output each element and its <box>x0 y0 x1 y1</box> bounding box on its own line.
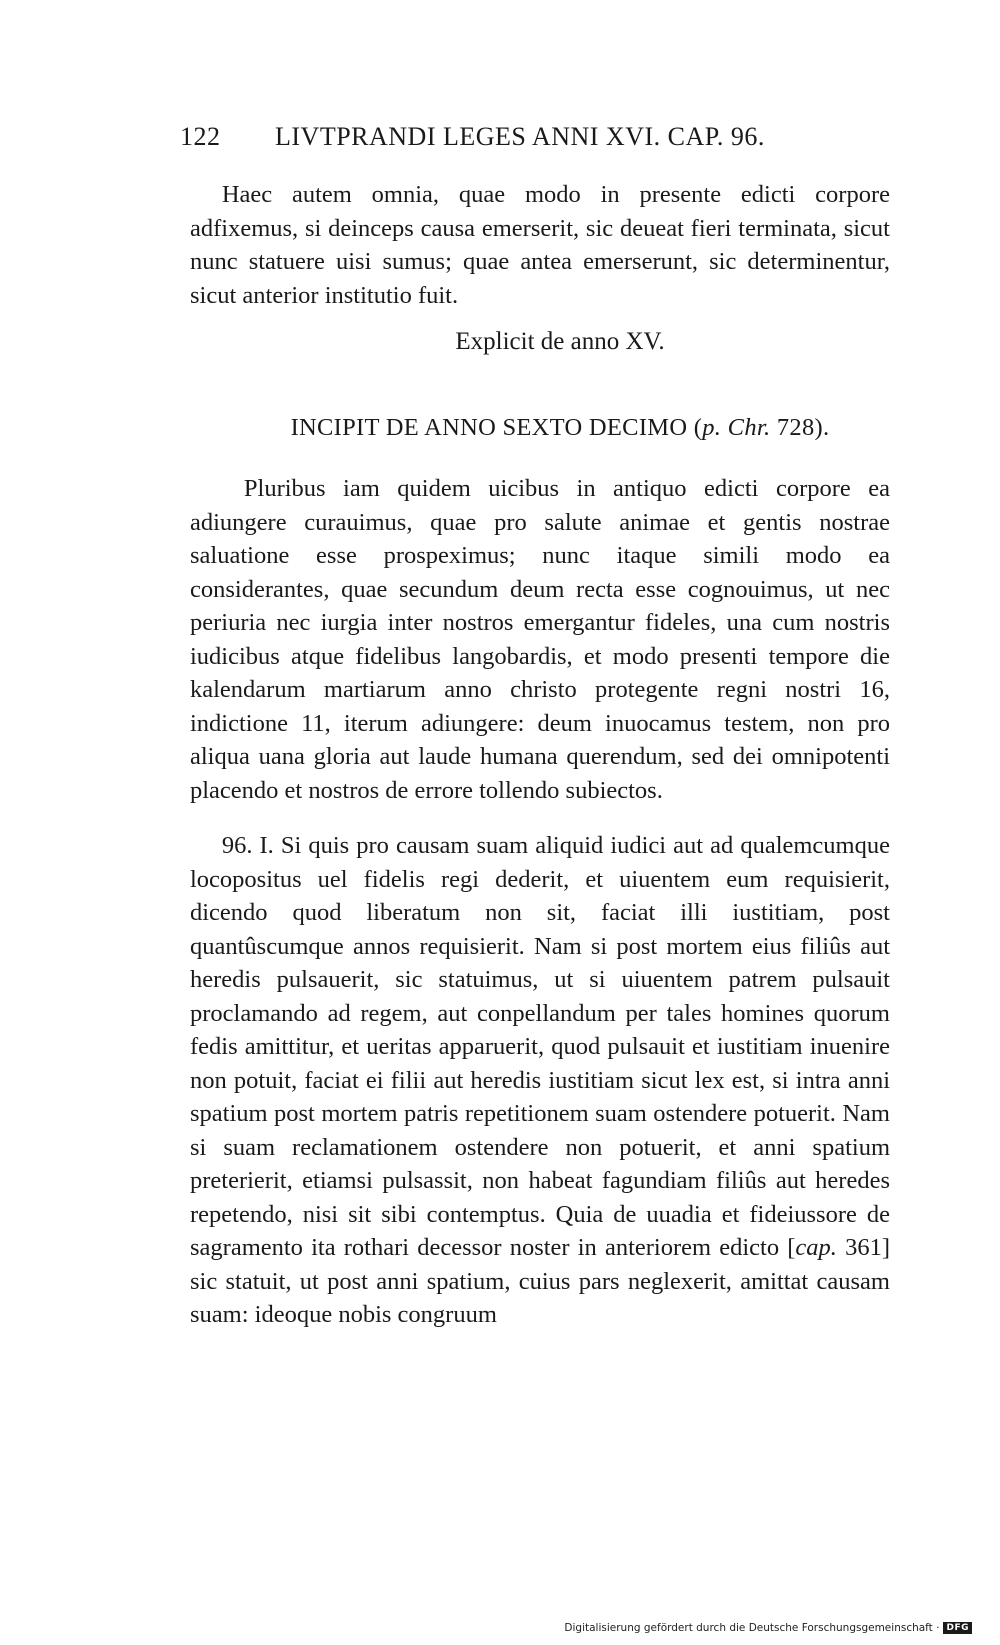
section-heading-chr: Chr. <box>727 414 771 441</box>
footer-text: Digitalisierung gefördert durch die Deutsche Forschungsgemeinschaft · <box>564 1622 940 1634</box>
law-96-text-part1: 96. I. Si quis pro causam suam aliquid iudici aut ad qualemcumque locopositus uel fidelis regi dederit, et uiuentem eum requisierit, dicendo quod liberatum non sit, faciat illi iustitiam, post quantûscumque annos requisierit. Nam si post mortem eius filiûs aut heredis pulsauerit, sic statuimus, ut si uiuentem patrem pulsauit proclamando ad regem, aut conpellandum per tales homines quorum fedis amittitur, et ueritas apparuerit, quod pulsauit et iustitiam inuenire non potuit, faciat ei filii aut heredis iustitiam sicut lex est, si intra anni spatium post mortem patris repetitionem suam ostendere potuerit. Nam si suam reclamationem ostendere non potuerit, et anni spatium preterierit, etiamsi pulsassit, non habeat fagundiam filiûs aut heredes repetendo, nisi sit sibi contemptus. Quia de uuadia et fideiussore de sagramento ita rothari decessor noster in anteriorem edicto [ <box>190 832 890 1261</box>
paragraph-prologue: Pluribus iam quidem uicibus in antiquo edicti corpore ea adiungere curauimus, quae pro salute animae et gentis nostrae saluatione esse prospeximus; nunc itaque simili modo ea considerantes, quae secundum deum recta esse cognouimus, ut nec periuria nec iurgia inter nostros emergantur fideles, una cum nostris iudicibus atque fidelibus langobardis, et modo presenti tempore die kalendarum martiarum anno christo protegente regni nostri 16, indictione 11, iterum adiungere: deum inuocamus testem, non pro aliqua uana gloria aut laude humana querendum, sed dei omnipotenti placendo et nostros de errore tollendo subiectos. <box>190 475 890 804</box>
section-heading-main: INCIPIT DE ANNO SEXTO DECIMO ( <box>290 414 703 441</box>
explicit-line: Explicit de anno XV. <box>455 328 665 355</box>
running-title: LIVTPRANDI LEGES ANNI XVI. CAP. 96. <box>275 122 765 151</box>
page-number: 122 <box>180 122 221 151</box>
section-heading <box>190 414 890 442</box>
paragraph-law-96 <box>190 829 890 1332</box>
law-96-cap-reference: cap. <box>795 1234 837 1261</box>
law-96-text-part2: 361] sic statuit, ut post anni spatium, cuius pars neglexerit, amittat causam suam: ideoque nobis congruum <box>190 1234 890 1328</box>
section-heading-p: p. <box>702 414 722 441</box>
paragraph-closing-year-xv: Haec autem omnia, quae modo in presente edicti corpore adfixemus, si deinceps causa emerserit, sic deueat fieri terminata, sicut nunc statuere uisi sumus; quae antea emerserunt, sic determinentur, sicut anterior institutio fuit. <box>190 181 890 309</box>
dfg-logo: DFG <box>943 1622 972 1634</box>
page-header <box>180 122 880 156</box>
digitization-footer <box>564 1622 972 1634</box>
section-heading-year: 728). <box>776 414 830 441</box>
